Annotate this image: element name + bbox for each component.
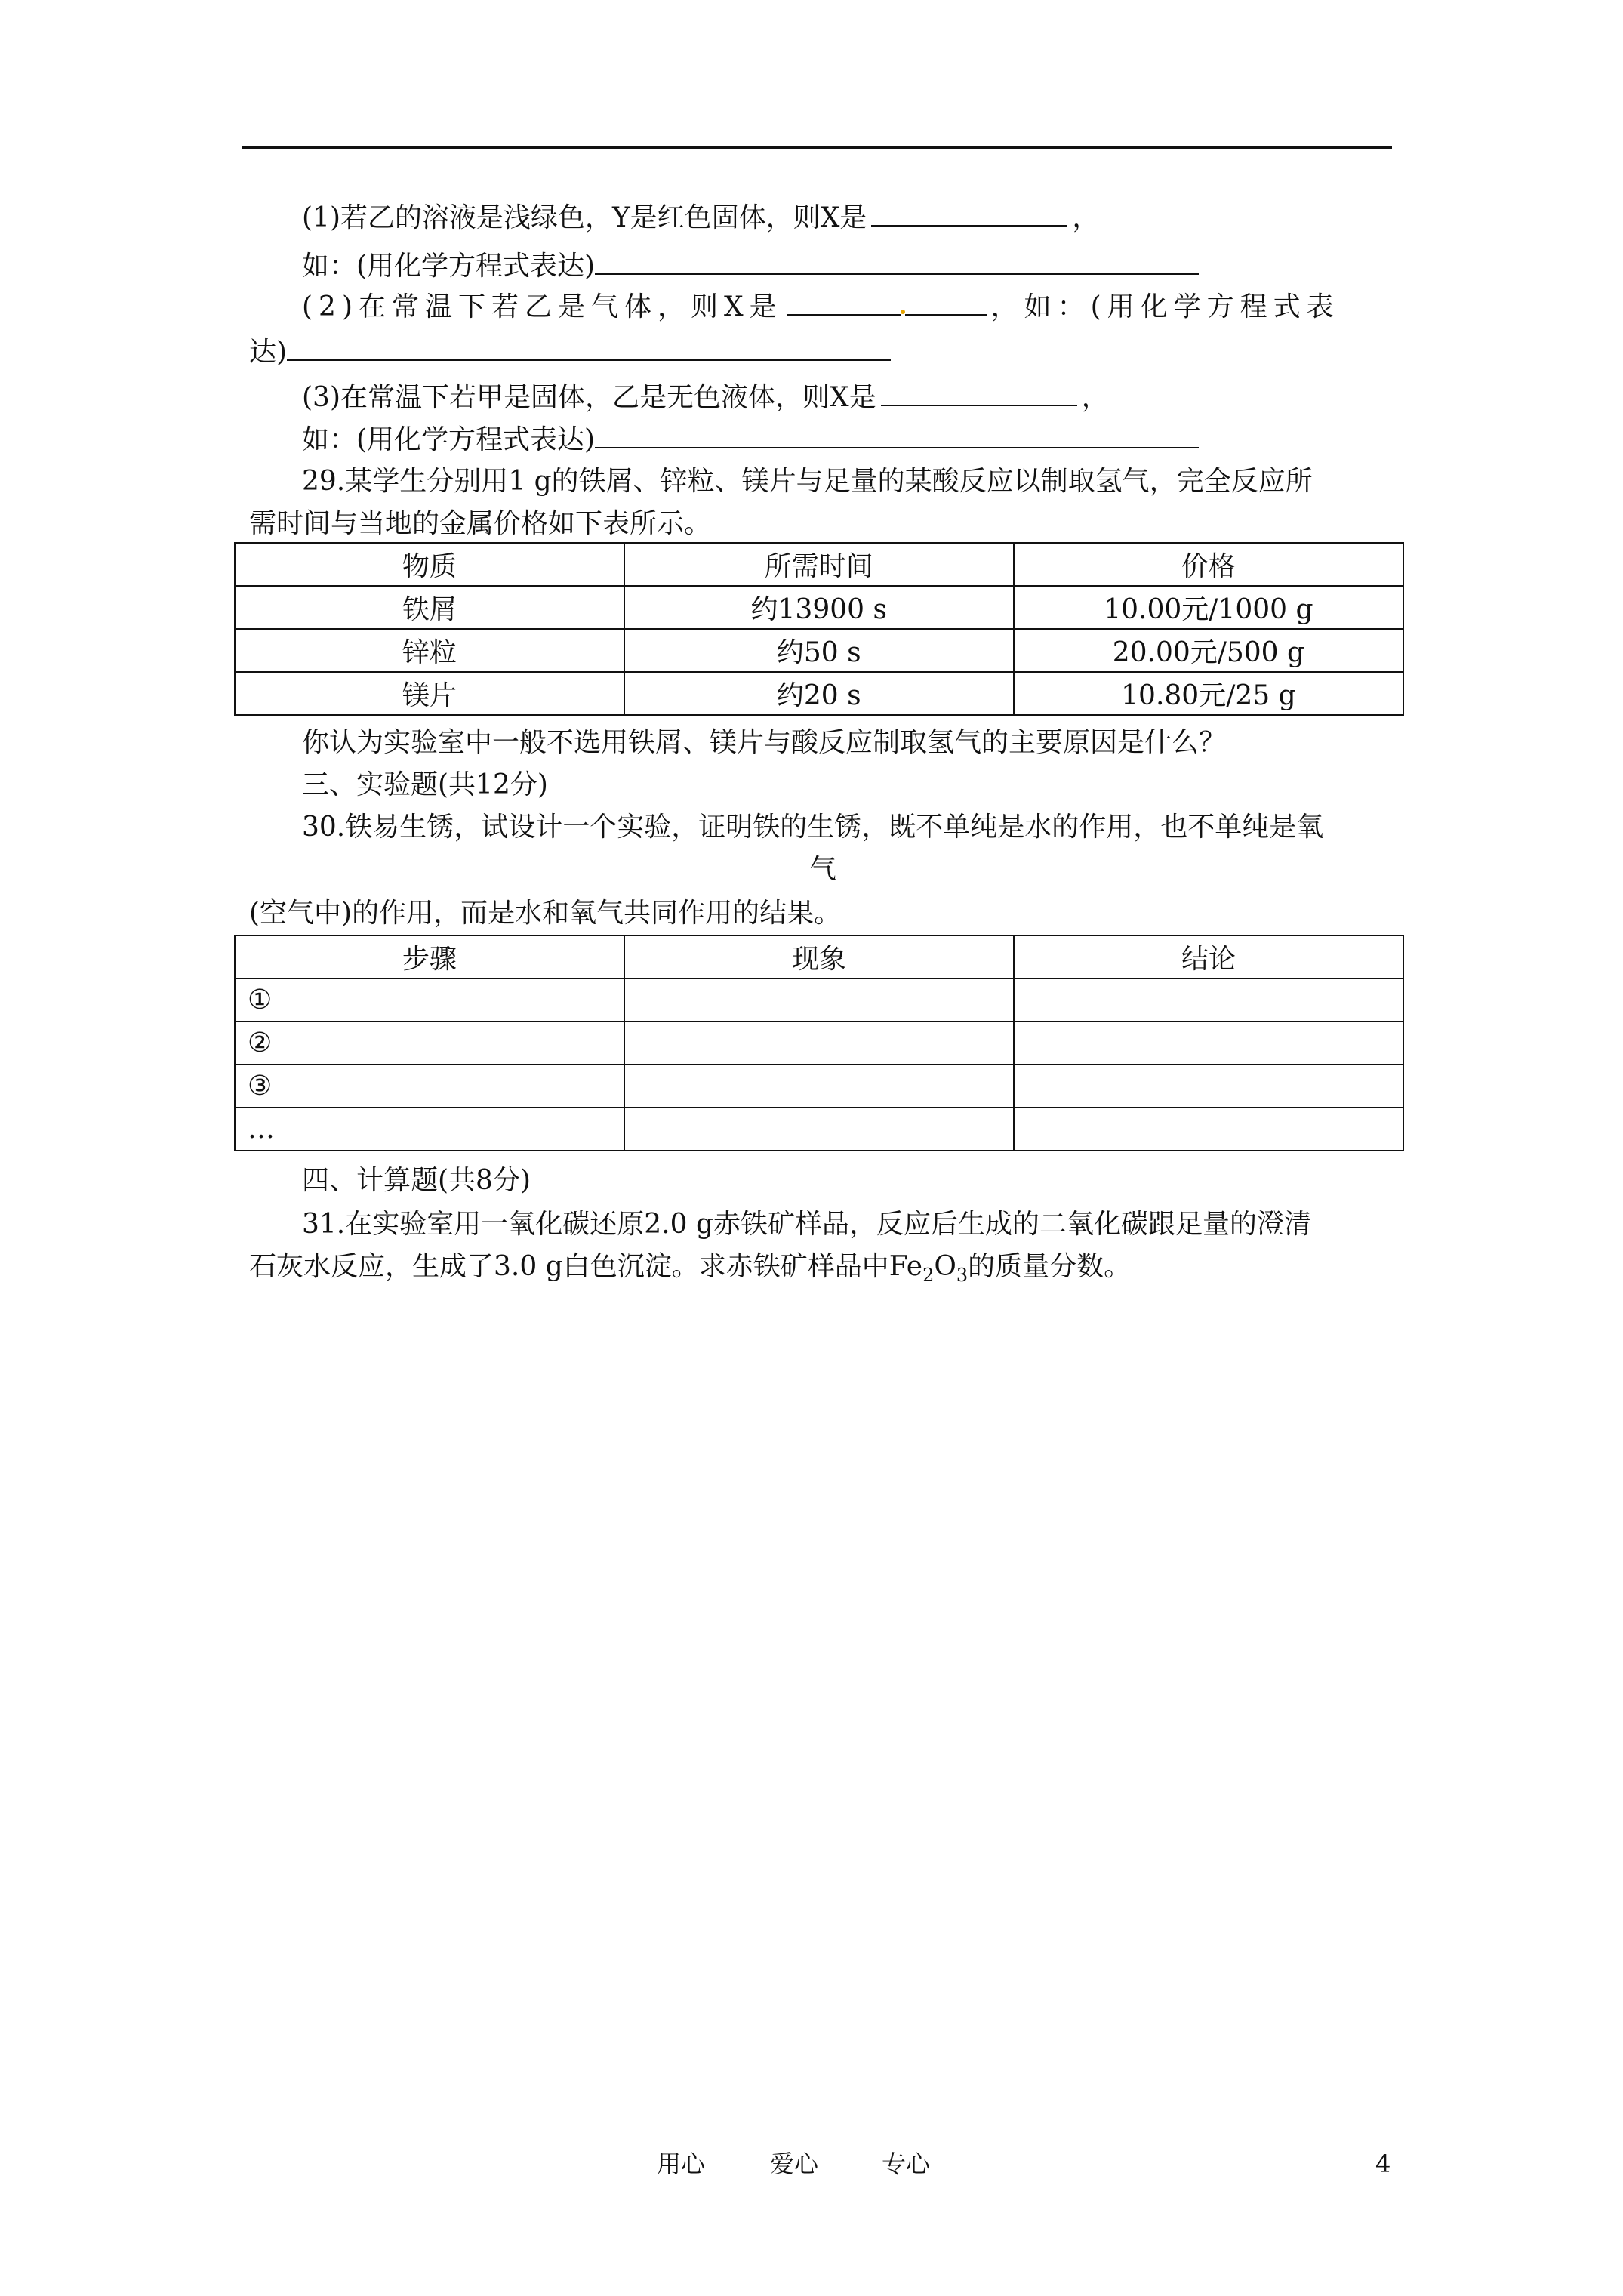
q28-part1-equation-label: 如：(用化学方程式表达) — [302, 251, 596, 282]
experiment-table — [234, 935, 1404, 1151]
table-cell: ② — [235, 1022, 624, 1065]
q29-question: 你认为实验室中一般不选用铁屑、镁片与酸反应制取氢气的主要原因是什么？ — [302, 727, 1227, 758]
q28-part2-equation — [249, 332, 895, 371]
q28-part2-equation-label: ，如：(用化学方程式表 — [990, 291, 1340, 322]
table-row — [235, 672, 1403, 715]
equation-blank[interactable] — [595, 246, 1199, 275]
table-header-cell: 物质 — [235, 543, 624, 586]
table-header-cell: 现象 — [624, 935, 1014, 978]
section-heading-experiment: 三、实验题(共12分) — [302, 769, 548, 800]
fe2o3-formula — [888, 1251, 969, 1287]
table-cell: 镁片 — [235, 672, 624, 715]
q28-part1-text: (1)若乙的溶液是浅绿色，Y是红色固体，则X是 — [302, 202, 867, 233]
table-cell: 10.00元/1000 g — [1014, 586, 1403, 629]
table-header-cell: 所需时间 — [624, 543, 1014, 586]
formula-o: O — [934, 1251, 956, 1282]
table-cell[interactable] — [624, 1108, 1014, 1151]
table-header-row — [235, 935, 1403, 978]
table-cell: 铁屑 — [235, 586, 624, 629]
table-cell[interactable] — [624, 1022, 1014, 1065]
table-cell[interactable] — [1014, 1022, 1403, 1065]
q28-part1-comma: ， — [1072, 202, 1100, 233]
q28-part2 — [302, 287, 1340, 325]
table-cell: 约13900 s — [624, 586, 1014, 629]
q30-line2: 气 — [809, 854, 837, 885]
table-row — [235, 1022, 1403, 1065]
table-row — [235, 586, 1403, 629]
table-cell[interactable] — [624, 978, 1014, 1022]
formula-fe: Fe — [888, 1251, 923, 1282]
equation-blank[interactable] — [595, 420, 1199, 448]
answer-blank[interactable] — [871, 198, 1067, 227]
q28-part3-text: (3)在常温下若甲是固体，乙是无色液体，则X是 — [302, 382, 876, 413]
header-rule — [242, 146, 1392, 149]
q30-line3: (空气中)的作用，而是水和氧气共同作用的结果。 — [249, 898, 842, 929]
table-cell: 约50 s — [624, 629, 1014, 672]
footer-word-2: 爱心 — [770, 2150, 819, 2178]
q31-line2-text: 石灰水反应，生成了3.0 g白色沉淀。求赤铁矿样品中 — [249, 1251, 889, 1282]
table-row — [235, 1065, 1403, 1108]
formula-subscript: 3 — [956, 1265, 969, 1287]
q28-part2-text: (2)在常温下若乙是气体，则X是 — [302, 291, 783, 322]
table-header-cell: 步骤 — [235, 935, 624, 978]
equation-blank[interactable] — [287, 332, 891, 361]
table-cell: 约20 s — [624, 672, 1014, 715]
q28-part3-equation-label: 如：(用化学方程式表达) — [302, 424, 596, 455]
section-heading-calculation: 四、计算题(共8分) — [302, 1165, 531, 1196]
table-header-cell: 价格 — [1014, 543, 1403, 586]
table-row — [235, 629, 1403, 672]
q30-line1: 30.铁易生锈，试设计一个实验，证明铁的生锈，既不单纯是水的作用，也不单纯是氧 — [302, 812, 1324, 843]
table-cell: 10.80元/25 g — [1014, 672, 1403, 715]
table-cell[interactable] — [1014, 1065, 1403, 1108]
table-cell: … — [235, 1108, 624, 1151]
page-number: 4 — [1375, 2150, 1391, 2178]
answer-blank[interactable] — [905, 287, 987, 316]
table-cell: ① — [235, 978, 624, 1022]
q28-part2-equation-label-end: 达) — [249, 337, 288, 368]
formula-subscript: 2 — [922, 1265, 935, 1287]
q29-line1: 29.某学生分别用1 g的铁屑、锌粒、镁片与足量的某酸反应以制取氢气，完全反应所 — [302, 466, 1313, 497]
table-cell[interactable] — [1014, 978, 1403, 1022]
footer-word-3: 专心 — [882, 2150, 931, 2178]
q28-part3-comma: ， — [1081, 382, 1109, 413]
q28-part1-equation — [302, 246, 1203, 285]
table-cell: 锌粒 — [235, 629, 624, 672]
answer-blank[interactable] — [787, 287, 901, 316]
q29-line2: 需时间与当地的金属价格如下表所示。 — [249, 508, 712, 539]
q31-line2 — [249, 1249, 1131, 1293]
table-cell: 20.00元/500 g — [1014, 629, 1403, 672]
table-cell[interactable] — [1014, 1108, 1403, 1151]
q28-part1 — [302, 198, 1099, 236]
metal-price-table — [234, 542, 1404, 716]
table-row — [235, 1108, 1403, 1151]
answer-blank[interactable] — [881, 378, 1077, 406]
table-cell: ③ — [235, 1065, 624, 1108]
dot-mark — [901, 310, 905, 314]
table-header-row — [235, 543, 1403, 586]
table-header-cell: 结论 — [1014, 935, 1403, 978]
table-row — [235, 978, 1403, 1022]
q28-part3 — [302, 378, 1109, 416]
q28-part3-equation — [302, 420, 1203, 458]
q31-line2-end: 的质量分数。 — [968, 1251, 1132, 1282]
table-cell[interactable] — [624, 1065, 1014, 1108]
q31-line1: 31.在实验室用一氧化碳还原2.0 g赤铁矿样品，反应后生成的二氧化碳跟足量的澄清 — [302, 1209, 1311, 1240]
footer-word-1: 用心 — [657, 2150, 706, 2178]
